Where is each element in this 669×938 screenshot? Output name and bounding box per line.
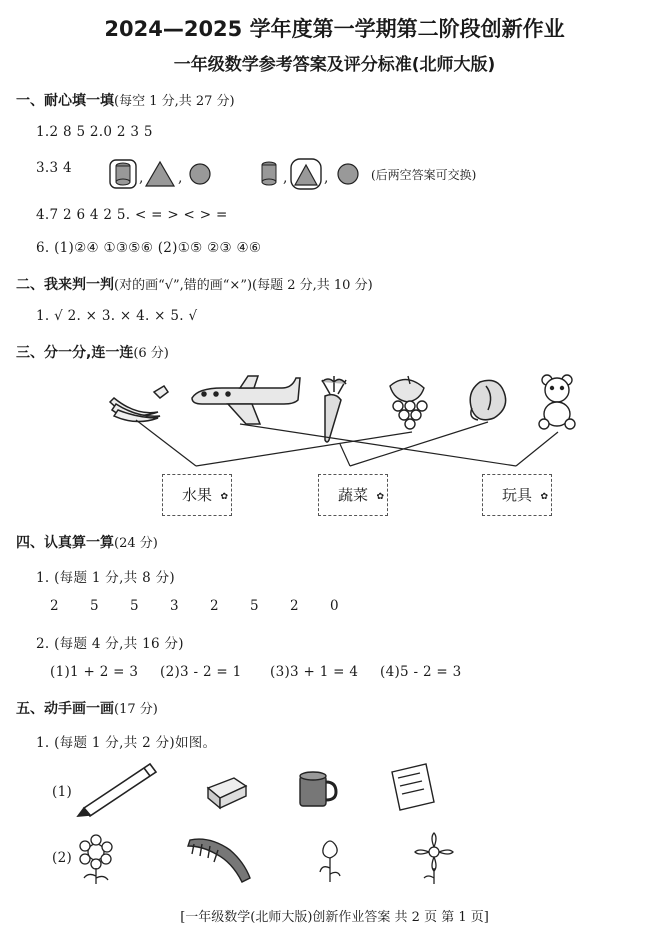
equation-answer: (2)3 - 2 = 1 [160, 664, 242, 680]
section1-line6: 6. (1)②④ ①③⑤⑥ (2)①⑤ ②③ ④⑥ [36, 240, 262, 256]
rose-icon [320, 841, 340, 882]
section1-heading [16, 90, 235, 110]
shape-answer-group-1 [108, 156, 233, 192]
section5-note: (17 分) [114, 702, 158, 717]
flower-stamp-icon: ✿ [540, 492, 548, 502]
equation-answer: (3)3 + 1 = 4 [270, 664, 359, 680]
carrot-icon [322, 376, 346, 442]
cylinder-box-icon [110, 160, 136, 188]
section1-line1: 1.2 8 5 2.0 2 3 5 [36, 124, 153, 140]
section4-title: 四、认真算一算 [16, 535, 114, 551]
eraser-icon [208, 778, 246, 808]
section1-title: 一、耐心填一填 [16, 93, 114, 109]
calc-answer: 5 [90, 598, 99, 614]
page-footer: [一年级数学(北师大版)创新作业答案 共 2 页 第 1 页] [180, 910, 489, 925]
page-subtitle: 一年级数学参考答案及评分标准(北师大版) [173, 55, 496, 75]
section2-answers: 1. √ 2. × 3. × 4. × 5. √ [36, 308, 198, 324]
triangle-box-icon [291, 159, 321, 189]
calc-answer: 2 [210, 598, 219, 614]
equation-answer: (1)1 + 2 = 3 [50, 664, 139, 680]
triangle-icon [146, 162, 174, 186]
category-label-fruit: 水果 [181, 486, 212, 504]
flower-stamp-icon: ✿ [376, 492, 384, 502]
category-label-toy: 玩具 [501, 486, 532, 504]
section4-q2-answers [50, 664, 490, 680]
calc-answer: 5 [130, 598, 139, 614]
category-label-vegetable: 蔬菜 [337, 486, 368, 504]
section5-row1-label: (1) [52, 784, 73, 800]
page-title: 2024—2025 学年度第一学期第二阶段创新作业 [104, 17, 565, 41]
section4-q1-answers [50, 598, 370, 614]
circle-icon [190, 164, 210, 184]
section2-note: (对的画“√”,错的画“×”)(每题 2 分,共 10 分) [114, 278, 373, 293]
section4-heading [16, 532, 158, 552]
airplane-icon [192, 376, 300, 424]
svg-text:,: , [283, 170, 288, 186]
section5-heading [16, 698, 158, 718]
section3-title: 三、分一分,连一连 [16, 345, 134, 361]
category-box-toy [482, 474, 552, 516]
cylinder-icon [262, 162, 276, 185]
cabbage-icon [470, 380, 505, 420]
svg-text:,: , [139, 170, 144, 186]
section4-note: (24 分) [114, 536, 158, 551]
calc-answer: 2 [290, 598, 299, 614]
calc-answer: 0 [330, 598, 339, 614]
svg-text:,: , [178, 170, 183, 186]
banana-icon [110, 386, 168, 422]
comb-icon [188, 839, 250, 882]
section1-line3-prefix: 3.3 4 [36, 160, 72, 176]
section3-note: (6 分) [133, 346, 169, 361]
section4-q1-label: 1. (每题 1 分,共 8 分) [36, 570, 175, 586]
calc-answer: 2 [50, 598, 59, 614]
flower-icon [415, 833, 453, 884]
category-box-vegetable [318, 474, 388, 516]
section4-q2-label: 2. (每题 4 分,共 16 分) [36, 636, 184, 652]
section5-row2-label: (2) [52, 850, 73, 866]
circle-icon [338, 164, 358, 184]
section2-heading [16, 274, 373, 294]
flower-stamp-icon: ✿ [220, 492, 228, 502]
category-box-fruit [162, 474, 232, 516]
shape-answer-group-2 [255, 156, 380, 192]
mug-icon [300, 772, 336, 806]
section1-line3-note: (后两空答案可交换) [371, 168, 477, 182]
section1-line3 [36, 160, 72, 176]
drawing-row-2 [74, 828, 464, 890]
section5-q1-label: 1. (每题 1 分,共 2 分)如图。 [36, 735, 217, 751]
calc-answer: 5 [250, 598, 259, 614]
svg-text:,: , [324, 170, 329, 186]
connection-lines [136, 420, 558, 466]
section3-heading [16, 342, 169, 362]
equation-answer: (4)5 - 2 = 3 [380, 664, 462, 680]
section1-note: (每空 1 分,共 27 分) [114, 94, 235, 109]
section1-line4: 4.7 2 6 4 2 5. < = > < > = [36, 207, 228, 223]
section5-title: 五、动手画一画 [16, 701, 114, 717]
calc-answer: 3 [170, 598, 179, 614]
sunflower-icon [80, 835, 112, 884]
drawing-row-1 [72, 758, 452, 820]
teddy-bear-icon [539, 375, 575, 429]
grapes-icon [390, 376, 427, 429]
section2-title: 二、我来判一判 [16, 277, 114, 293]
pencil-icon [78, 764, 156, 816]
notebook-icon [392, 764, 434, 810]
